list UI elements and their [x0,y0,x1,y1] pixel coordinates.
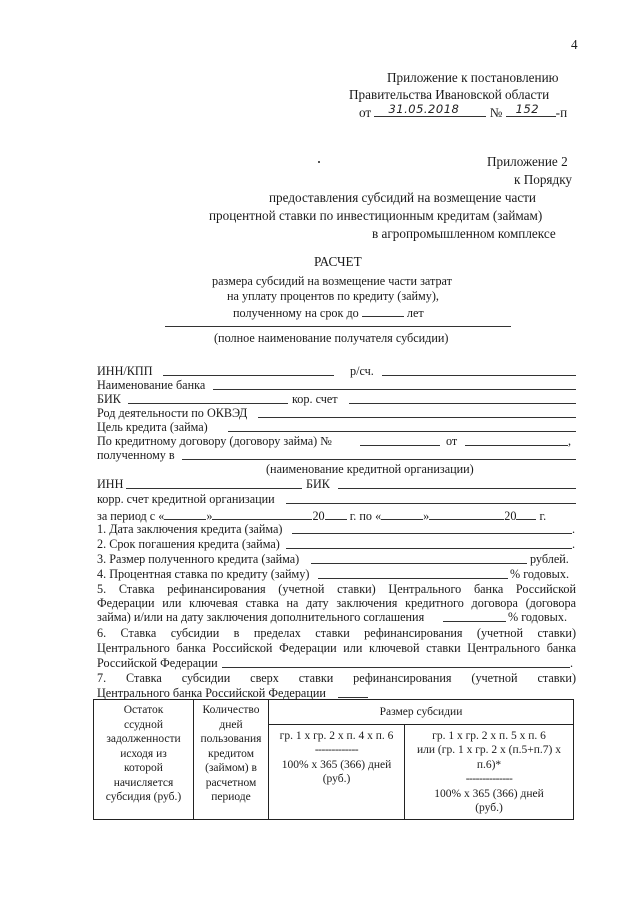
bank-name-label: Наименование банка [97,378,206,392]
col2-line: периоде [211,791,251,803]
col2-line: кредитом [208,747,254,760]
formula-2-line: п.6)* [476,758,502,771]
col-subsidy-header: Размер субсидии [269,700,574,725]
item-6-line-1: 6. Ставка субсидии в пределах ставки рефинансирования (учетной ставки) [97,626,576,640]
item-5-line [443,621,506,622]
item-3-label: 3. Размер полученного кредита (займа) [97,552,300,566]
period-month-2 [429,507,504,520]
item-4-unit: % годовых. [510,567,570,581]
col2-line: пользования [200,733,262,745]
item-4-line [318,578,508,579]
agreement-comma: , [568,434,572,448]
period-year-prefix-2: 20 [504,509,517,523]
agreement-date-line [465,445,568,446]
formula-2 [405,724,574,819]
formula-2-line: гр. 1 х гр. 2 х п. 5 х п. 6 [432,729,546,742]
item-7-line-1: 7. Ставка субсидии сверх ставки рефинансирования (учетной ставки) [97,671,576,685]
period-year-1 [325,507,347,520]
formula-1-line: 100% х 365 (366) дней [281,758,392,771]
annex-title: Приложение 2 [487,154,568,169]
goal-label: Цель кредита (займа) [97,420,208,434]
item-4-label: 4. Процентная ставка по кредиту (займу) [97,567,310,581]
rs-line [382,375,576,376]
item-5-line-1: 5. Ставка рефинансирования (учетной ставки) Центрального банка Российской [97,582,576,596]
item-6-dot: . [570,656,574,670]
col1-line: которой [124,762,163,774]
period-from-open: за период с « [97,509,165,523]
col2-line: дней [219,718,243,731]
col-days-header [194,700,269,820]
formula-2-line: (руб.) [475,802,503,814]
col-balance-header [94,700,194,820]
col1-line: ссудной [124,718,163,731]
period-to-open: г. по « [349,509,382,523]
header-line-2: Правительства Ивановской области [349,87,550,102]
item-1-dot: . [572,522,576,536]
agreement-number-line [360,445,440,446]
calc-line-3 [233,304,424,320]
bik2-label: БИК [306,477,330,491]
received-line [182,459,576,460]
formula-1-line: (руб.) [322,773,351,785]
period-year-suffix: г. [539,509,547,523]
formula-2-line: -------------- [465,773,513,785]
col1-line: Остаток [123,704,164,716]
item-6-line-2: Центрального банка Российской Федерации или ключевой ставки Центрального банка [97,641,576,655]
calc-line-2: на уплату процентов по кредиту (займу), [227,289,439,303]
item-7-line [338,697,368,698]
bik2-line [338,488,576,489]
calc-line-3a: полученному на срок до [233,306,359,320]
formula-2-line: 100% х 365 (366) дней [434,787,544,800]
agreement-ot: от [446,434,458,448]
recipient-caption: (полное наименование получателя субсидии) [214,331,449,345]
org-caption: (наименование кредитной организации) [266,462,474,476]
term-field [362,304,404,317]
period-year-prefix-1: 20 [312,509,325,523]
item-5-line-3a: займа) и/или на дату заключения дополнительного соглашения [97,610,425,624]
item-1-label: 1. Дата заключения кредита (займа) [97,522,283,536]
formula-1 [269,724,405,819]
period-day-1 [164,507,206,520]
col2-line: Количество [202,704,260,716]
scan-dot [318,161,320,163]
subsidy-table [93,699,574,820]
col2-line: расчетном [205,776,257,789]
header-ot: от [359,105,372,120]
item-5-line-3b: % годовых. [508,610,568,624]
kor-schet-line [349,403,576,404]
header-num-label: № [489,105,503,120]
handwritten-number: 152 [515,102,540,116]
number-field [506,104,556,117]
item-6-line [222,667,570,668]
item-5-line-2: Федерации или ключевая ставка на дату заключения кредитного договора (договора [97,596,576,610]
bik-label: БИК [97,392,121,406]
header-date-line [359,104,567,121]
item-2-dot: . [572,537,576,551]
corr-org-label: корр. счет кредитной организации [97,492,275,506]
header-line-1: Приложение к постановлению [387,70,559,85]
col1-line: исходя из [120,747,167,760]
period-day-2 [381,507,423,520]
annex-line-2: к Порядку [514,172,573,187]
inn-label: ИНН [97,477,124,491]
bik-line [128,403,288,404]
table-row [94,700,574,725]
item-3-line [311,563,527,564]
calc-line-3b: лет [406,306,424,320]
okved-label: Род деятельности по ОКВЭД [97,406,248,420]
item-1-line [292,533,572,534]
goal-line [228,431,576,432]
received-label: полученному в [97,448,175,462]
inn-line [126,488,302,489]
period-to-close: » [423,509,430,523]
okved-line [258,417,576,418]
inn-kpp-label: ИНН/КПП [97,364,153,378]
kor-schet-label: кор. счет [292,392,338,406]
corr-org-line [286,503,576,504]
calc-title: РАСЧЕТ [314,254,362,269]
inn-kpp-line [163,375,334,376]
period-from-close: » [206,509,213,523]
bank-name-line [213,389,576,390]
col1-line: задолженности [106,733,181,745]
col1-line: субсидия (руб.) [105,791,182,803]
formula-1-line: гр. 1 х гр. 2 х п. 4 х п. 6 [279,729,394,742]
period-year-2 [516,507,536,520]
annex-line-4: процентной ставки по инвестиционным кредитам (займам) [209,208,543,223]
handwritten-date: 31.05.2018 [388,102,460,116]
item-2-label: 2. Срок погашения кредита (займа) [97,537,280,551]
annex-line-3: предоставления субсидий на возмещение части [269,190,536,205]
date-field [374,104,486,117]
item-6-line-3: Российской Федерации [97,656,218,670]
period-line [97,507,546,523]
col2-line: (займом) в [205,762,257,774]
annex-line-5: в агропромышленном комплексе [372,226,556,241]
calc-line-1: размера субсидий на возмещение части затрат [212,274,452,288]
item-2-line [286,548,572,549]
page-number: 4 [571,37,578,52]
period-month-1 [212,507,312,520]
col1-line: начисляется [113,776,174,789]
agreement-label: По кредитному договору (договору займа) № [97,434,332,448]
item-7-line-2: Центрального банка Российской Федерации [97,686,326,700]
recipient-line [165,326,511,327]
item-3-unit: рублей. [530,552,569,566]
formula-1-line: ------------- [314,744,359,756]
rs-label: р/сч. [350,364,374,378]
header-suffix: -п [555,105,568,120]
formula-2-line: или (гр. 1 х гр. 2 х (п.5+п.7) х [416,744,561,756]
